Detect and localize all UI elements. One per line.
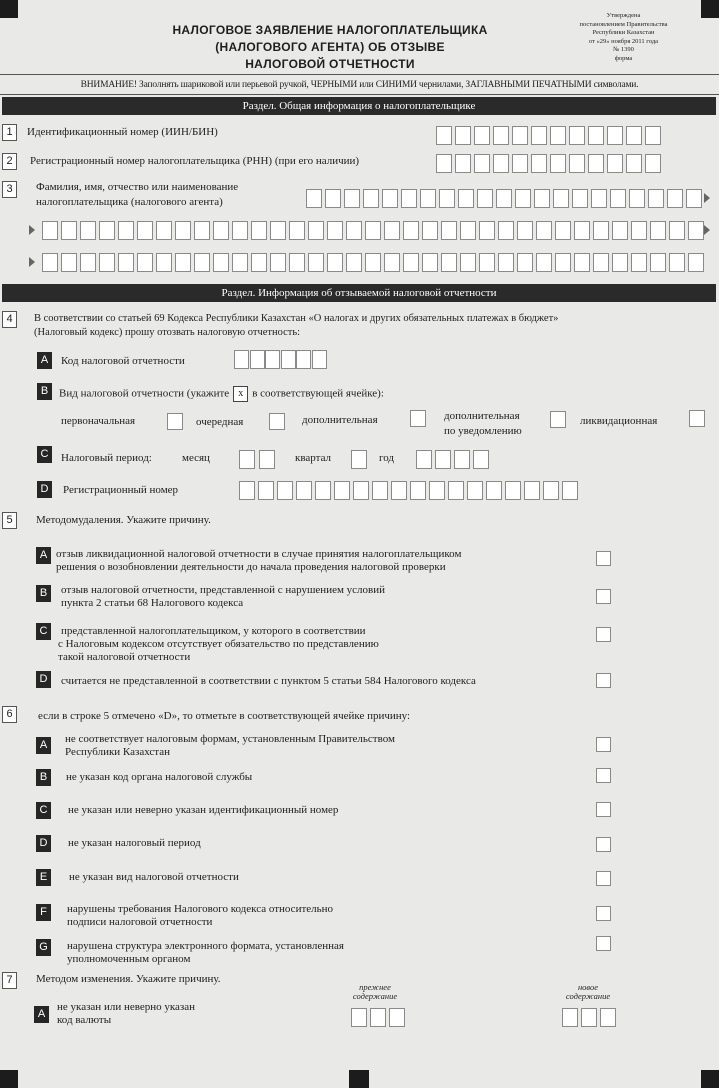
name-char-cell[interactable]	[80, 221, 96, 240]
name-char-cell[interactable]	[517, 253, 533, 272]
name-char-cell[interactable]	[194, 221, 210, 240]
registration-number-char-cell[interactable]	[277, 481, 293, 500]
name-char-cell[interactable]	[534, 189, 550, 208]
letter-F: F	[36, 904, 51, 921]
row5-item-b-checkbox[interactable]	[596, 589, 611, 604]
name-char-cell[interactable]	[688, 253, 704, 272]
name-char-cell[interactable]	[325, 189, 341, 208]
section2-title: Раздел. Информация об отзываемой налоговой отчетности	[2, 284, 716, 302]
iin-char-cell[interactable]	[436, 126, 452, 145]
name-char-cell[interactable]	[213, 253, 229, 272]
name-char-cell[interactable]	[477, 189, 493, 208]
option-additional-notice-checkbox[interactable]	[550, 411, 566, 428]
letter-A: A	[36, 547, 51, 564]
letter-E: E	[36, 869, 51, 886]
arrow-right-icon	[29, 257, 35, 267]
row4-text-line2: (Налоговый кодекс) прошу отозвать налоговую отчетность:	[34, 327, 301, 338]
row4-text-line1: В соответствии со статьей 69 Кодекса Республики Казахстан «О налогах и других обязательных платежах в бюджет»	[34, 313, 559, 324]
rnn-char-cell[interactable]	[512, 154, 528, 173]
name-char-cell[interactable]	[344, 189, 360, 208]
name-char-cell[interactable]	[669, 221, 685, 240]
registration-number-char-cell[interactable]	[353, 481, 369, 500]
row6-item-b-line1: не указан код органа налоговой службы	[66, 771, 253, 783]
registration-number-char-cell[interactable]	[505, 481, 521, 500]
letter-G: G	[36, 939, 51, 956]
iin-char-cell[interactable]	[569, 126, 585, 145]
name-char-cell[interactable]	[536, 221, 552, 240]
row-number-1: 1	[2, 124, 17, 141]
name-char-cell[interactable]	[384, 221, 400, 240]
row6-item-e-line1: не указан вид налоговой отчетности	[69, 871, 239, 883]
name-char-cell[interactable]	[289, 221, 305, 240]
row6-item-e-checkbox[interactable]	[596, 871, 611, 886]
year-char-cell[interactable]	[416, 450, 432, 469]
registration-number-char-cell[interactable]	[372, 481, 388, 500]
rnn-char-cell[interactable]	[645, 154, 661, 173]
name-char-cell[interactable]	[515, 189, 531, 208]
name-char-cell[interactable]	[308, 253, 324, 272]
name-char-cell[interactable]	[441, 221, 457, 240]
row-number-4: 4	[2, 311, 17, 328]
approval-stamp-text: Утверждена постановлением Правительства Республики Казахстан от «29» ноября 2011 года № 1390 форма	[579, 12, 668, 62]
name-char-cell[interactable]	[99, 221, 115, 240]
name-char-cell[interactable]	[137, 253, 153, 272]
warning-text: ВНИМАНИЕ! Заполнять шариковой или перьевой ручкой, ЧЕРНЫМИ или СИНИМИ чернилами, ЗАГЛАВНЫМИ ПЕЧАТНЫМИ символами.	[80, 80, 639, 90]
row5-title: Методомудаления. Укажите причину.	[36, 514, 211, 526]
name-char-cell[interactable]	[498, 253, 514, 272]
name-char-cell[interactable]	[496, 189, 512, 208]
option-liquidation-label: ликвидационная	[580, 415, 658, 427]
name-label-line2: налогоплательщика (налогового агента)	[36, 196, 223, 208]
tax-period-label: Налоговый период:	[61, 452, 152, 464]
row6-item-b-checkbox[interactable]	[596, 768, 611, 783]
arrow-right-icon	[704, 193, 710, 203]
option-additional-notice-label-line2: по уведомлению	[444, 425, 522, 437]
row-number-7: 7	[2, 972, 17, 989]
name-char-cell[interactable]	[118, 253, 134, 272]
iin-char-cell[interactable]	[512, 126, 528, 145]
row6-item-d-checkbox[interactable]	[596, 837, 611, 852]
name-char-cell[interactable]	[346, 221, 362, 240]
name-char-cell[interactable]	[365, 221, 381, 240]
corner-mark-top-left	[0, 0, 18, 18]
name-char-cell[interactable]	[441, 253, 457, 272]
registration-number-char-cell[interactable]	[239, 481, 255, 500]
name-char-cell[interactable]	[460, 221, 476, 240]
name-char-cell[interactable]	[251, 253, 267, 272]
name-char-cell[interactable]	[99, 253, 115, 272]
name-char-cell[interactable]	[593, 253, 609, 272]
row6-item-c-line1: не указан или неверно указан идентификационный номер	[68, 804, 339, 816]
name-char-cell[interactable]	[346, 253, 362, 272]
row7-item-a-line1: не указан или неверно указан	[57, 1001, 196, 1013]
row6-item-c-checkbox[interactable]	[596, 802, 611, 817]
registration-number-char-cell[interactable]	[429, 481, 445, 500]
name-char-cell[interactable]	[555, 221, 571, 240]
row5-item-c-line3: такой налоговой отчетности	[58, 651, 191, 663]
iin-char-cell[interactable]	[474, 126, 490, 145]
name-char-cell[interactable]	[555, 253, 571, 272]
report-code-char-cell[interactable]	[312, 350, 327, 369]
name-char-cell[interactable]	[401, 189, 417, 208]
name-char-cell[interactable]	[308, 221, 324, 240]
name-char-cell[interactable]	[175, 253, 191, 272]
name-char-cell[interactable]	[439, 189, 455, 208]
row6-item-g-line2: уполномоченным органом	[67, 953, 191, 965]
name-char-cell[interactable]	[593, 221, 609, 240]
row6-item-f-line2: подписи налоговой отчетности	[67, 916, 213, 928]
name-char-cell[interactable]	[420, 189, 436, 208]
new-currency-code-char-cell[interactable]	[581, 1008, 597, 1027]
row6-item-f-line1: нарушены требования Налогового кодекса относительно	[67, 903, 334, 915]
registration-number-char-cell[interactable]	[334, 481, 350, 500]
name-char-cell[interactable]	[251, 221, 267, 240]
letter-A: A	[37, 352, 52, 369]
name-char-cell[interactable]	[629, 189, 645, 208]
name-char-cell[interactable]	[403, 221, 419, 240]
iin-char-cell[interactable]	[455, 126, 471, 145]
name-char-cell[interactable]	[80, 253, 96, 272]
rnn-char-cell[interactable]	[493, 154, 509, 173]
registration-number-char-cell[interactable]	[562, 481, 578, 500]
iin-char-cell[interactable]	[531, 126, 547, 145]
registration-number-char-cell[interactable]	[391, 481, 407, 500]
row6-item-f-checkbox[interactable]	[596, 906, 611, 921]
name-char-cell[interactable]	[572, 189, 588, 208]
name-char-cell[interactable]	[479, 253, 495, 272]
letter-A: A	[34, 1006, 49, 1023]
report-code-char-cell[interactable]	[250, 350, 265, 369]
name-char-cell[interactable]	[175, 221, 191, 240]
iin-label: Идентификационный номер (ИИН/БИН)	[27, 126, 218, 138]
row5-item-c-line1: представленной налогоплательщиком, у которого в соответствии	[61, 625, 366, 637]
name-char-cell[interactable]	[42, 221, 58, 240]
iin-char-cell[interactable]	[626, 126, 642, 145]
option-liquidation-checkbox[interactable]	[689, 410, 705, 427]
registration-number-char-cell[interactable]	[524, 481, 540, 500]
name-char-cell[interactable]	[631, 221, 647, 240]
registration-number-char-cell[interactable]	[296, 481, 312, 500]
quarter-char-cell[interactable]	[351, 450, 367, 469]
letter-B: B	[36, 769, 51, 786]
name-char-cell[interactable]	[327, 221, 343, 240]
name-char-cell[interactable]	[384, 253, 400, 272]
name-char-cell[interactable]	[574, 221, 590, 240]
registration-number-char-cell[interactable]	[410, 481, 426, 500]
name-char-cell[interactable]	[686, 189, 702, 208]
month-char-cell[interactable]	[259, 450, 275, 469]
header-divider	[0, 74, 719, 75]
x-mark-sample: x	[233, 386, 248, 402]
name-char-cell[interactable]	[498, 221, 514, 240]
report-code-char-cell[interactable]	[265, 350, 280, 369]
year-char-cell[interactable]	[473, 450, 489, 469]
letter-C: C	[36, 802, 51, 819]
name-char-cell[interactable]	[536, 253, 552, 272]
name-char-cell[interactable]	[479, 221, 495, 240]
name-char-cell[interactable]	[669, 253, 685, 272]
name-char-cell[interactable]	[650, 221, 666, 240]
letter-D: D	[37, 481, 52, 498]
month-label: месяц	[182, 452, 210, 464]
report-code-label: Код налоговой отчетности	[61, 355, 185, 367]
row6-item-a-line1: не соответствует налоговым формам, установленным Правительством	[65, 733, 395, 745]
rnn-char-cell[interactable]	[626, 154, 642, 173]
name-char-cell[interactable]	[631, 253, 647, 272]
letter-C: C	[36, 623, 51, 640]
name-char-cell[interactable]	[365, 253, 381, 272]
name-char-cell[interactable]	[42, 253, 58, 272]
month-char-cell[interactable]	[239, 450, 255, 469]
row5-item-a-line1: отзыв ликвидационной налоговой отчетности в случае принятия налогоплательщиком	[56, 548, 462, 560]
name-char-cell[interactable]	[363, 189, 379, 208]
name-char-cell[interactable]	[194, 253, 210, 272]
iin-char-cell[interactable]	[588, 126, 604, 145]
name-char-cell[interactable]	[156, 253, 172, 272]
arrow-right-icon	[704, 225, 710, 235]
name-char-cell[interactable]	[61, 221, 77, 240]
name-char-cell[interactable]	[270, 221, 286, 240]
name-char-cell[interactable]	[458, 189, 474, 208]
row5-item-c-line2: с Налоговым кодексом отсутствует обязательство по представлению	[58, 638, 379, 650]
rnn-char-cell[interactable]	[436, 154, 452, 173]
year-char-cell[interactable]	[435, 450, 451, 469]
letter-B: B	[37, 383, 52, 400]
quarter-label: квартал	[295, 452, 332, 464]
name-char-cell[interactable]	[574, 253, 590, 272]
name-char-cell[interactable]	[61, 253, 77, 272]
registration-number-char-cell[interactable]	[315, 481, 331, 500]
row5-item-a-checkbox[interactable]	[596, 551, 611, 566]
option-initial-checkbox[interactable]	[167, 413, 183, 430]
rnn-char-cell[interactable]	[569, 154, 585, 173]
registration-number-char-cell[interactable]	[258, 481, 274, 500]
name-char-cell[interactable]	[612, 253, 628, 272]
name-char-cell[interactable]	[553, 189, 569, 208]
old-currency-code-char-cell[interactable]	[389, 1008, 405, 1027]
option-regular-label: очередная	[196, 416, 244, 428]
row5-item-d-checkbox[interactable]	[596, 673, 611, 688]
report-type-label: Вид налоговой отчетности (укажите x в соответствующей ячейке):	[59, 386, 384, 402]
row6-item-d-line1: не указан налоговый период	[68, 837, 201, 849]
new-currency-code-char-cell[interactable]	[562, 1008, 578, 1027]
name-char-cell[interactable]	[327, 253, 343, 272]
old-content-header: прежнее содержание	[352, 982, 398, 1001]
new-currency-code-char-cell[interactable]	[600, 1008, 616, 1027]
name-char-cell[interactable]	[232, 253, 248, 272]
name-char-cell[interactable]	[270, 253, 286, 272]
iin-char-cell[interactable]	[645, 126, 661, 145]
name-char-cell[interactable]	[517, 221, 533, 240]
iin-char-cell[interactable]	[607, 126, 623, 145]
row-number-6: 6	[2, 706, 17, 723]
letter-A: A	[36, 737, 51, 754]
row7-title: Методом изменения. Укажите причину.	[36, 973, 221, 985]
name-char-cell[interactable]	[382, 189, 398, 208]
name-char-cell[interactable]	[213, 221, 229, 240]
rnn-char-cell[interactable]	[474, 154, 490, 173]
row6-item-g-line1: нарушена структура электронного формата, установленная	[67, 940, 344, 952]
option-additional-notice-label-line1: дополнительная	[444, 410, 520, 422]
letter-D: D	[36, 671, 51, 688]
warning-divider	[0, 94, 719, 95]
old-currency-code-char-cell[interactable]	[370, 1008, 386, 1027]
row-number-5: 5	[2, 512, 17, 529]
year-label: год	[379, 452, 395, 464]
name-char-cell[interactable]	[612, 221, 628, 240]
row6-title: если в строке 5 отмечено «D», то отметьте в соответствующей ячейке причину:	[38, 710, 411, 722]
registration-number-char-cell[interactable]	[543, 481, 559, 500]
row7-item-a-line2: код валюты	[57, 1014, 112, 1026]
option-initial-label: первоначальная	[61, 415, 136, 427]
name-char-cell[interactable]	[650, 253, 666, 272]
name-char-cell[interactable]	[648, 189, 664, 208]
row6-item-a-line2: Республики Казахстан	[65, 746, 171, 758]
row5-item-d-line1: считается не представленной в соответствии с пунктом 5 статьи 584 Налогового кодекса	[61, 675, 476, 687]
rnn-char-cell[interactable]	[588, 154, 604, 173]
letter-B: B	[36, 585, 51, 602]
registration-number-char-cell[interactable]	[486, 481, 502, 500]
row-number-3: 3	[2, 181, 17, 198]
name-char-cell[interactable]	[306, 189, 322, 208]
rnn-char-cell[interactable]	[455, 154, 471, 173]
iin-char-cell[interactable]	[550, 126, 566, 145]
name-char-cell[interactable]	[591, 189, 607, 208]
row5-item-b-line1: отзыв налоговой отчетности, представленной с нарушением условий	[61, 584, 386, 596]
rnn-label: Регистрационный номер налогоплательщика (РНН) (при его наличии)	[30, 155, 360, 167]
section1-title: Раздел. Общая информация о налогоплательщике	[2, 97, 716, 115]
arrow-right-icon	[29, 225, 35, 235]
name-char-cell[interactable]	[156, 221, 172, 240]
name-char-cell[interactable]	[232, 221, 248, 240]
old-currency-code-char-cell[interactable]	[351, 1008, 367, 1027]
row5-item-b-line2: пункта 2 статьи 68 Налогового кодекса	[61, 597, 244, 609]
letter-D: D	[36, 835, 51, 852]
new-content-header: новое содержание	[565, 982, 611, 1001]
row5-item-c-checkbox[interactable]	[596, 627, 611, 642]
rnn-char-cell[interactable]	[607, 154, 623, 173]
corner-mark-top-right	[701, 0, 719, 18]
report-code-char-cell[interactable]	[234, 350, 249, 369]
corner-mark-bottom-center-left	[349, 1070, 369, 1088]
row5-item-a-line2: решения о возобновлении деятельности до начала проведения налоговой проверки	[56, 561, 446, 573]
option-additional-label: дополнительная	[302, 414, 378, 426]
name-char-cell[interactable]	[403, 253, 419, 272]
name-char-cell[interactable]	[422, 221, 438, 240]
name-char-cell[interactable]	[118, 221, 134, 240]
option-additional-checkbox[interactable]	[410, 410, 426, 427]
rnn-char-cell[interactable]	[550, 154, 566, 173]
report-code-char-cell[interactable]	[296, 350, 311, 369]
rnn-char-cell[interactable]	[531, 154, 547, 173]
registration-number-char-cell[interactable]	[467, 481, 483, 500]
year-char-cell[interactable]	[454, 450, 470, 469]
letter-C: C	[37, 446, 52, 463]
name-char-cell[interactable]	[610, 189, 626, 208]
name-label-line1: Фамилия, имя, отчество или наименование	[36, 181, 239, 193]
name-char-cell[interactable]	[289, 253, 305, 272]
report-code-char-cell[interactable]	[281, 350, 296, 369]
iin-char-cell[interactable]	[493, 126, 509, 145]
name-char-cell[interactable]	[422, 253, 438, 272]
name-char-cell[interactable]	[460, 253, 476, 272]
row6-item-g-checkbox[interactable]	[596, 936, 611, 951]
corner-mark-bottom-left	[0, 1070, 18, 1088]
name-char-cell[interactable]	[137, 221, 153, 240]
row6-item-a-checkbox[interactable]	[596, 737, 611, 752]
name-char-cell[interactable]	[688, 221, 704, 240]
registration-number-char-cell[interactable]	[448, 481, 464, 500]
corner-mark-bottom-right	[701, 1070, 719, 1088]
option-regular-checkbox[interactable]	[269, 413, 285, 430]
registration-number-label: Регистрационный номер	[63, 484, 179, 496]
form-title: НАЛОГОВОЕ ЗАЯВЛЕНИЕ НАЛОГОПЛАТЕЛЬЩИКА (НАЛОГОВОГО АГЕНТА) ОБ ОТЗЫВЕ НАЛОГОВОЙ ОТЧЕТНОСТИ	[172, 23, 488, 71]
name-char-cell[interactable]	[667, 189, 683, 208]
row-number-2: 2	[2, 153, 17, 170]
